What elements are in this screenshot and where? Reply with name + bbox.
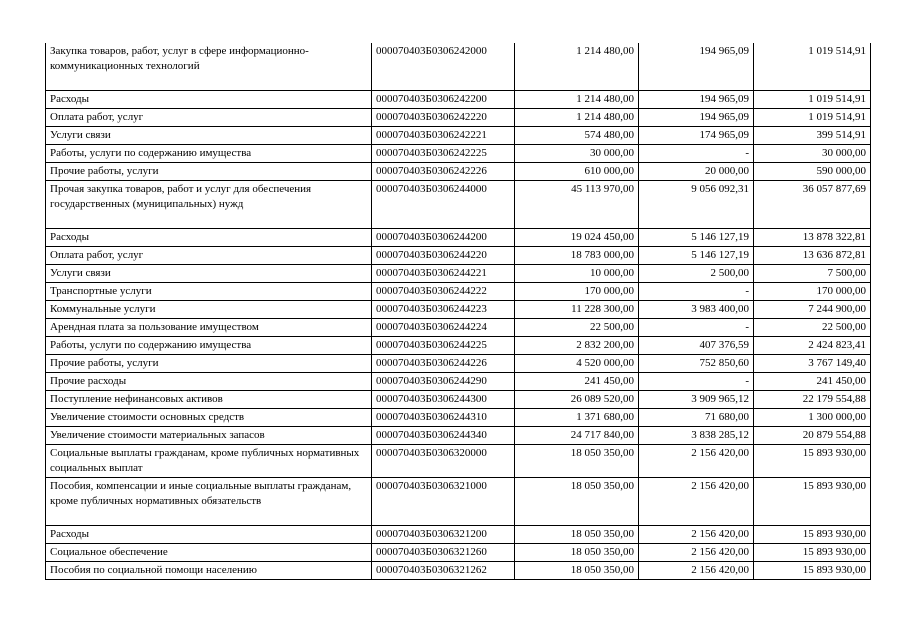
row-code-cell: 000070403Б0306321260 (372, 544, 515, 562)
row-code-cell: 000070403Б0306244310 (372, 409, 515, 427)
table-row (46, 247, 871, 265)
row-name-cell: Пособия, компенсации и иные социальные выплаты гражданам, кроме публичных нормативных обязательств (46, 478, 372, 526)
table-row (46, 229, 871, 247)
row-fact-cell: 5 146 127,19 (639, 229, 754, 247)
row-name-cell: Прочая закупка товаров, работ и услуг для обеспечения государственных (муниципальных) нужд (46, 181, 372, 229)
row-code-cell: 000070403Б0306244000 (372, 181, 515, 229)
row-plan-cell: 1 214 480,00 (515, 91, 639, 109)
row-plan-cell: 18 050 350,00 (515, 445, 639, 478)
row-name-cell: Оплата работ, услуг (46, 247, 372, 265)
row-fact-cell: 2 500,00 (639, 265, 754, 283)
row-plan-cell: 18 050 350,00 (515, 544, 639, 562)
row-plan-cell: 170 000,00 (515, 283, 639, 301)
row-rest-cell: 399 514,91 (754, 127, 871, 145)
table-row (46, 109, 871, 127)
row-plan-cell: 18 783 000,00 (515, 247, 639, 265)
table-row (46, 91, 871, 109)
row-plan-cell: 241 450,00 (515, 373, 639, 391)
row-rest-cell: 15 893 930,00 (754, 445, 871, 478)
table-row (46, 127, 871, 145)
row-name-cell: Социальные выплаты гражданам, кроме публичных нормативных социальных выплат (46, 445, 372, 478)
table-row (46, 562, 871, 580)
row-name-cell: Увеличение стоимости основных средств (46, 409, 372, 427)
row-plan-cell: 4 520 000,00 (515, 355, 639, 373)
row-fact-cell: 9 056 092,31 (639, 181, 754, 229)
row-fact-cell: 194 965,09 (639, 109, 754, 127)
row-name-cell: Закупка товаров, работ, услуг в сфере информационно-коммуникационных технологий (46, 43, 372, 91)
row-code-cell: 000070403Б0306242226 (372, 163, 515, 181)
row-fact-cell: 194 965,09 (639, 91, 754, 109)
row-code-cell: 000070403Б0306242221 (372, 127, 515, 145)
row-plan-cell: 1 371 680,00 (515, 409, 639, 427)
row-name-cell: Расходы (46, 91, 372, 109)
row-code-cell: 000070403Б0306244221 (372, 265, 515, 283)
row-plan-cell: 1 214 480,00 (515, 109, 639, 127)
table-row (46, 319, 871, 337)
row-name-cell: Услуги связи (46, 265, 372, 283)
row-code-cell: 000070403Б0306321000 (372, 478, 515, 526)
row-fact-cell: 3 838 285,12 (639, 427, 754, 445)
table-row (46, 373, 871, 391)
row-rest-cell: 7 244 900,00 (754, 301, 871, 319)
row-name-cell: Коммунальные услуги (46, 301, 372, 319)
row-plan-cell: 18 050 350,00 (515, 478, 639, 526)
row-code-cell: 000070403Б0306321262 (372, 562, 515, 580)
row-fact-cell: - (639, 283, 754, 301)
row-rest-cell: 241 450,00 (754, 373, 871, 391)
table-row (46, 163, 871, 181)
row-name-cell: Работы, услуги по содержанию имущества (46, 145, 372, 163)
row-plan-cell: 18 050 350,00 (515, 562, 639, 580)
row-fact-cell: 2 156 420,00 (639, 562, 754, 580)
row-rest-cell: 1 019 514,91 (754, 91, 871, 109)
row-code-cell: 000070403Б0306242225 (372, 145, 515, 163)
row-name-cell: Прочие работы, услуги (46, 355, 372, 373)
row-plan-cell: 30 000,00 (515, 145, 639, 163)
row-fact-cell: 194 965,09 (639, 43, 754, 91)
row-fact-cell: - (639, 319, 754, 337)
row-rest-cell: 2 424 823,41 (754, 337, 871, 355)
row-fact-cell: 2 156 420,00 (639, 544, 754, 562)
row-rest-cell: 1 300 000,00 (754, 409, 871, 427)
row-rest-cell: 3 767 149,40 (754, 355, 871, 373)
row-rest-cell: 1 019 514,91 (754, 109, 871, 127)
row-fact-cell: - (639, 373, 754, 391)
row-code-cell: 000070403Б0306244223 (372, 301, 515, 319)
row-fact-cell: 5 146 127,19 (639, 247, 754, 265)
row-fact-cell: 71 680,00 (639, 409, 754, 427)
row-code-cell: 000070403Б0306242220 (372, 109, 515, 127)
row-plan-cell: 610 000,00 (515, 163, 639, 181)
row-plan-cell: 18 050 350,00 (515, 526, 639, 544)
row-rest-cell: 22 179 554,88 (754, 391, 871, 409)
row-code-cell: 000070403Б0306242200 (372, 91, 515, 109)
row-rest-cell: 590 000,00 (754, 163, 871, 181)
row-code-cell: 000070403Б0306244300 (372, 391, 515, 409)
row-name-cell: Услуги связи (46, 127, 372, 145)
row-fact-cell: 752 850,60 (639, 355, 754, 373)
row-fact-cell: - (639, 145, 754, 163)
row-code-cell: 000070403Б0306244340 (372, 427, 515, 445)
row-rest-cell: 170 000,00 (754, 283, 871, 301)
row-fact-cell: 2 156 420,00 (639, 526, 754, 544)
row-plan-cell: 2 832 200,00 (515, 337, 639, 355)
row-code-cell: 000070403Б0306244224 (372, 319, 515, 337)
row-name-cell: Поступление нефинансовых активов (46, 391, 372, 409)
row-code-cell: 000070403Б0306244226 (372, 355, 515, 373)
table-row (46, 478, 871, 526)
row-code-cell: 000070403Б0306320000 (372, 445, 515, 478)
row-name-cell: Оплата работ, услуг (46, 109, 372, 127)
row-rest-cell: 13 636 872,81 (754, 247, 871, 265)
row-code-cell: 000070403Б0306242000 (372, 43, 515, 91)
row-rest-cell: 20 879 554,88 (754, 427, 871, 445)
row-code-cell: 000070403Б0306244290 (372, 373, 515, 391)
table-row (46, 355, 871, 373)
row-fact-cell: 3 983 400,00 (639, 301, 754, 319)
table-row (46, 43, 871, 91)
table-row (46, 544, 871, 562)
row-rest-cell: 22 500,00 (754, 319, 871, 337)
table-row (46, 427, 871, 445)
row-name-cell: Пособия по социальной помощи населению (46, 562, 372, 580)
row-fact-cell: 3 909 965,12 (639, 391, 754, 409)
row-plan-cell: 24 717 840,00 (515, 427, 639, 445)
row-code-cell: 000070403Б0306244225 (372, 337, 515, 355)
row-fact-cell: 2 156 420,00 (639, 445, 754, 478)
row-rest-cell: 30 000,00 (754, 145, 871, 163)
row-plan-cell: 574 480,00 (515, 127, 639, 145)
row-rest-cell: 1 019 514,91 (754, 43, 871, 91)
row-code-cell: 000070403Б0306244200 (372, 229, 515, 247)
table-row (46, 445, 871, 478)
table-row (46, 265, 871, 283)
table-row (46, 391, 871, 409)
row-rest-cell: 36 057 877,69 (754, 181, 871, 229)
row-code-cell: 000070403Б0306244222 (372, 283, 515, 301)
row-fact-cell: 20 000,00 (639, 163, 754, 181)
row-plan-cell: 22 500,00 (515, 319, 639, 337)
row-rest-cell: 7 500,00 (754, 265, 871, 283)
row-plan-cell: 10 000,00 (515, 265, 639, 283)
row-fact-cell: 2 156 420,00 (639, 478, 754, 526)
table-row (46, 181, 871, 229)
row-fact-cell: 407 376,59 (639, 337, 754, 355)
row-plan-cell: 1 214 480,00 (515, 43, 639, 91)
row-rest-cell: 15 893 930,00 (754, 478, 871, 526)
row-name-cell: Арендная плата за пользование имуществом (46, 319, 372, 337)
row-name-cell: Транспортные услуги (46, 283, 372, 301)
row-plan-cell: 11 228 300,00 (515, 301, 639, 319)
row-fact-cell: 174 965,09 (639, 127, 754, 145)
row-name-cell: Социальное обеспечение (46, 544, 372, 562)
row-name-cell: Работы, услуги по содержанию имущества (46, 337, 372, 355)
row-name-cell: Увеличение стоимости материальных запасов (46, 427, 372, 445)
row-rest-cell: 15 893 930,00 (754, 562, 871, 580)
table-row (46, 526, 871, 544)
row-name-cell: Расходы (46, 229, 372, 247)
row-name-cell: Прочие работы, услуги (46, 163, 372, 181)
row-plan-cell: 45 113 970,00 (515, 181, 639, 229)
budget-execution-table (45, 43, 871, 580)
row-name-cell: Прочие расходы (46, 373, 372, 391)
row-rest-cell: 15 893 930,00 (754, 526, 871, 544)
table-body (46, 43, 871, 580)
row-name-cell: Расходы (46, 526, 372, 544)
row-code-cell: 000070403Б0306321200 (372, 526, 515, 544)
row-code-cell: 000070403Б0306244220 (372, 247, 515, 265)
table-row (46, 145, 871, 163)
row-rest-cell: 15 893 930,00 (754, 544, 871, 562)
table-row (46, 337, 871, 355)
row-plan-cell: 26 089 520,00 (515, 391, 639, 409)
table-row (46, 409, 871, 427)
row-plan-cell: 19 024 450,00 (515, 229, 639, 247)
table-row (46, 301, 871, 319)
table-row (46, 283, 871, 301)
row-rest-cell: 13 878 322,81 (754, 229, 871, 247)
